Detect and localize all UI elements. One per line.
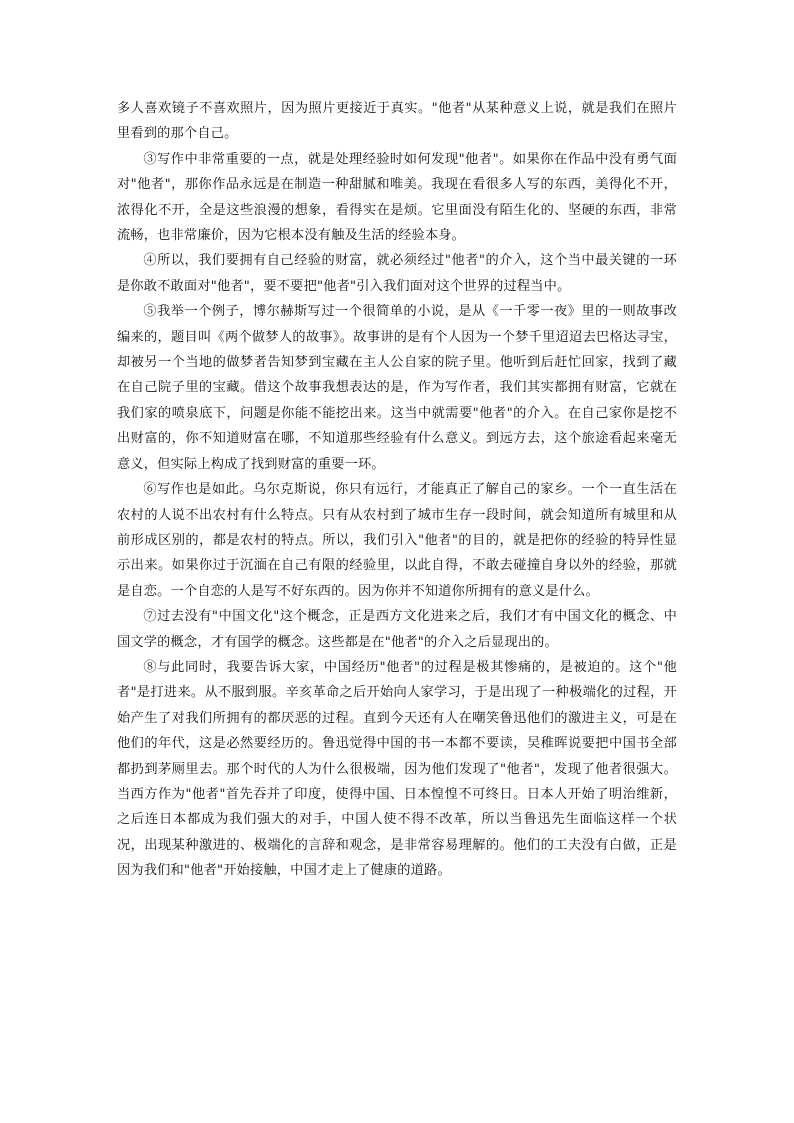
paragraph-5: ⑤我举一个例子，博尔赫斯写过一个很简单的小说，是从《一千零一夜》里的一则故事改编来的，题目叫《两个做梦人的故事》。故事讲的是有个人因为一个梦千里迢迢去巴格达寻宝，却被另一个当地的做梦者告知梦到宝藏在主人公自家的院子里。他听到后赶忙回家，找到了藏在自己院子里的宝藏。借这个故事我想表达的是，作为写作者，我们其实都拥有财富，它就在我们家的喷泉底下，问题是你能不能挖出来。这当中就需要"他者"的介入。在自己家你是挖不出财富的，你不知道财富在哪，不知道那些经验有什么意义。到远方去，这个旅途看起来毫无意义，但实际上构成了找到财富的重要一环。 <box>117 304 677 472</box>
paragraph-continued: 多人喜欢镜子不喜欢照片，因为照片更接近于真实。"他者"从某种意义上说，就是我们在照片里看到的那个自己。 <box>117 101 677 142</box>
paragraph-7: ⑦过去没有"中国文化"这个概念，正是西方文化进来之后，我们才有中国文化的概念、中国文学的概念，才有国学的概念。这些都是在"他者"的介入之后显现出的。 <box>117 609 677 650</box>
paragraph-6: ⑥写作也是如此。乌尔克斯说，你只有远行，才能真正了解自己的家乡。一个一直生活在农村的人说不出农村有什么特点。只有从农村到了城市生存一段时间，就会知道所有城里和从前形成区别的，都是农村的特点。所以，我们引入"他者"的目的，就是把你的经验的特异性显示出来。如果你过于沉湎在自己有限的经验里，以此自得，不敢去碰撞自身以外的经验，那就是自恋。一个自恋的人是写不好东西的。因为你并不知道你所拥有的意义是什么。 <box>117 482 677 599</box>
paragraph-3: ③写作中非常重要的一点，就是处理经验时如何发现"他者"。如果你在作品中没有勇气面对"他者"，那你作品永远是在制造一种甜腻和唯美。我现在看很多人写的东西，美得化不开，浓得化不开，全是这些浪漫的想象，看得实在是烦。它里面没有陌生化的、坚硬的东西，非常流畅，也非常廉价，因为它根本没有触及生活的经验本身。 <box>117 151 677 244</box>
paragraph-8: ⑧与此同时，我要告诉大家，中国经历"他者"的过程是极其惨痛的，是被迫的。这个"他者"是打进来。从不服到服。辛亥革命之后开始向人家学习，于是出现了一种极端化的过程，开始产生了对我们所拥有的都厌恶的过程。直到今天还有人在嘲笑鲁迅他们的激进主义，可是在他们的年代，这是必然要经历的。鲁迅觉得中国的书一本都不要读，吴稚晖说要把中国书全部都扔到茅厕里去。那个时代的人为什么很极端，因为他们发现了"他者"，发现了他者很强大。当西方作为"他者"首先吞并了印度，使得中国、日本惶惶不可终日。日本人开始了明治维新，之后连日本都成为我们强大的对手，中国人使不得不改革，所以当鲁迅先生面临这样一个状况，出现某种激进的、极端化的言辞和观念，是非常容易理解的。他们的工夫没有白做，正是因为我们和"他者"开始接触，中国才走上了健康的道路。 <box>117 659 677 879</box>
document-body <box>117 96 677 884</box>
paragraph-4: ④所以，我们要拥有自己经验的财富，就必须经过"他者"的介入，这个当中最关键的一环是你敢不敢面对"他者"，要不要把"他者"引入我们面对这个世界的过程当中。 <box>117 253 677 294</box>
